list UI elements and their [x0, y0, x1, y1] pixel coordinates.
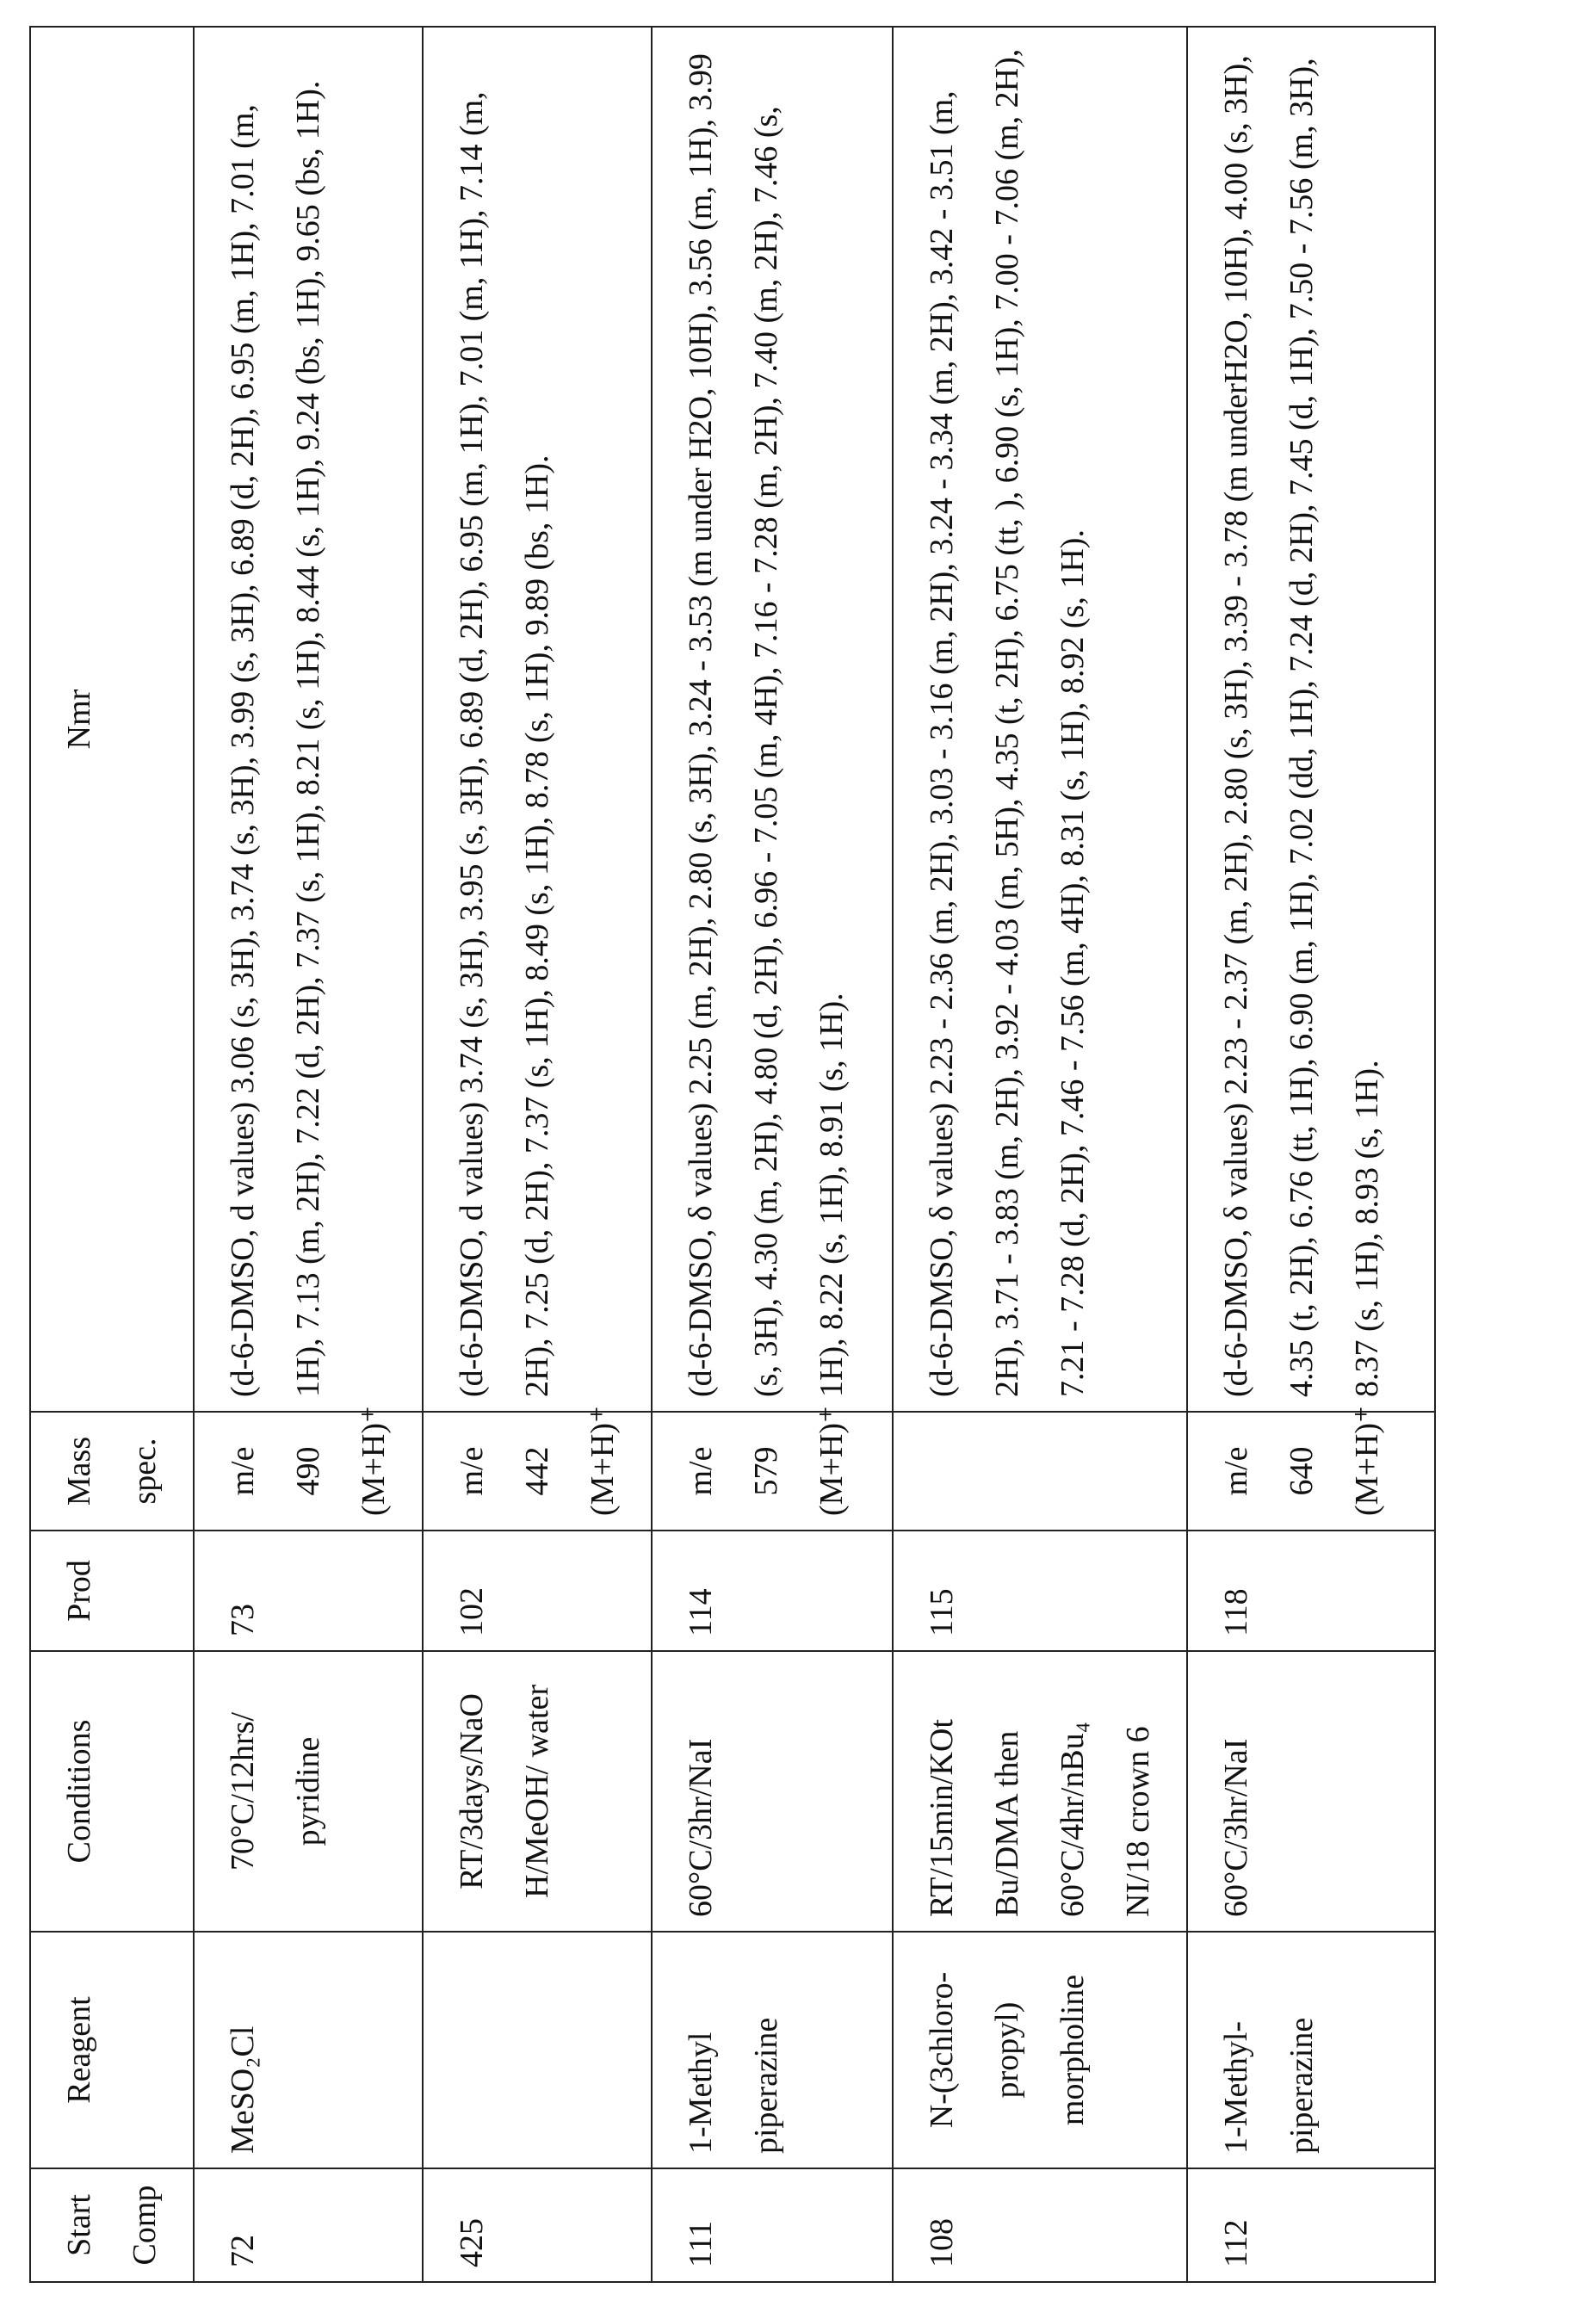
- start-comp-cell: 111: [652, 2168, 893, 2282]
- table-row: [194, 27, 423, 2282]
- reagent-cell: [423, 1932, 652, 2168]
- prod-cell: 73: [194, 1531, 423, 1651]
- nmr-cell: (d-6-DMSO, d values) 3.06 (s, 3H), 3.74 (s, 3H), 3.99 (s, 3H), 6.89 (d, 2H), 6.95 (m, 1H), 7.01 (m, 1H), 7.13 (m, 2H), 7.22 (d, 2H), 7.37 (s, 1H), 8.21 (s, 1H), 8.44 (s, 1H), 9.24 (bs, 1H), 9.65 (bs, 1H).: [194, 27, 423, 1412]
- rotated-page: [29, 28, 1385, 2283]
- header-mass-spec: Mass spec.: [30, 1412, 194, 1531]
- conditions-cell: 60°C/3hr/NaI: [652, 1651, 893, 1932]
- prod-cell: 118: [1187, 1531, 1435, 1651]
- reagent-cell: MeSO₂Cl: [194, 1932, 423, 2168]
- conditions-cell: RT/3days/NaO H/MeOH/ water: [423, 1651, 652, 1932]
- mass-spec-cell: m/e 490 (M+H)⁺: [194, 1412, 423, 1531]
- header-row: [30, 27, 194, 2282]
- conditions-cell: 60°C/3hr/NaI: [1187, 1651, 1435, 1932]
- table-row: [423, 27, 652, 2282]
- header-start-comp: Start Comp: [30, 2168, 194, 2282]
- reagent-cell: 1-Methyl- piperazine: [1187, 1932, 1435, 2168]
- mass-spec-cell: m/e 442 (M+H)⁺: [423, 1412, 652, 1531]
- start-comp-cell: 72: [194, 2168, 423, 2282]
- table-row: [652, 27, 893, 2282]
- prod-cell: 102: [423, 1531, 652, 1651]
- conditions-cell: RT/15min/KOt Bu/DMA then 60°C/4hr/nBu₄ NI/18 crown 6: [893, 1651, 1187, 1932]
- mass-spec-cell: m/e 579 (M+H)⁺: [652, 1412, 893, 1531]
- header-prod: Prod: [30, 1531, 194, 1651]
- conditions-cell: 70°C/12hrs/ pyridine: [194, 1651, 423, 1932]
- start-comp-cell: 112: [1187, 2168, 1435, 2282]
- mass-spec-cell: m/e 640 (M+H)⁺: [1187, 1412, 1435, 1531]
- prod-cell: 115: [893, 1531, 1187, 1651]
- nmr-cell: (d-6-DMSO, δ values) 2.23 - 2.36 (m, 2H), 3.03 - 3.16 (m, 2H), 3.24 - 3.34 (m, 2H), 3.42 - 3.51 (m, 2H), 3.71 - 3.83 (m, 2H), 3.92 - 4.03 (m, 5H), 4.35 (t, 2H), 6.75 (tt, ), 6.90 (s, 1H), 7.00 - 7.06 (m, 2H), 7.21 - 7.28 (d, 2H), 7.46 - 7.56 (m, 4H), 8.31 (s, 1H), 8.92 (s, 1H).: [893, 27, 1187, 1412]
- start-comp-cell: 108: [893, 2168, 1187, 2282]
- nmr-cell: (d-6-DMSO, δ values) 2.25 (m, 2H), 2.80 (s, 3H), 3.24 - 3.53 (m under H2O, 10H), 3.56 (m, 1H), 3.99 (s, 3H), 4.30 (m, 2H), 4.80 (d, 2H), 6.96 - 7.05 (m, 4H), 7.16 - 7.28 (m, 2H), 7.40 (m, 2H), 7.46 (s, 1H), 8.22 (s, 1H), 8.91 (s, 1H).: [652, 27, 893, 1412]
- nmr-cell: (d-6-DMSO, d values) 3.74 (s, 3H), 3.95 (s, 3H), 6.89 (d, 2H), 6.95 (m, 1H), 7.01 (m, 1H), 7.14 (m, 2H), 7.25 (d, 2H), 7.37 (s, 1H), 8.49 (s, 1H), 8.78 (s, 1H), 9.89 (bs, 1H).: [423, 27, 652, 1412]
- header-reagent: Reagent: [30, 1932, 194, 2168]
- prod-cell: 114: [652, 1531, 893, 1651]
- table-row: [1187, 27, 1435, 2282]
- reagent-cell: 1-Methyl piperazine: [652, 1932, 893, 2168]
- reaction-table: [29, 26, 1436, 2283]
- nmr-cell: (d-6-DMSO, δ values) 2.23 - 2.37 (m, 2H), 2.80 (s, 3H), 3.39 - 3.78 (m underH2O, 10H), 4.00 (s, 3H), 4.35 (t, 2H), 6.76 (tt, 1H), 6.90 (m, 1H), 7.02 (dd, 1H), 7.24 (d, 2H), 7.45 (d, 1H), 7.50 - 7.56 (m, 3H), 8.37 (s, 1H), 8.93 (s, 1H).: [1187, 27, 1435, 1412]
- header-nmr: Nmr: [30, 27, 194, 1412]
- start-comp-cell: 425: [423, 2168, 652, 2282]
- table-row: [893, 27, 1187, 2282]
- header-conditions: Conditions: [30, 1651, 194, 1932]
- reagent-cell: N-(3chloro- propyl) morpholine: [893, 1932, 1187, 2168]
- mass-spec-cell: [893, 1412, 1187, 1531]
